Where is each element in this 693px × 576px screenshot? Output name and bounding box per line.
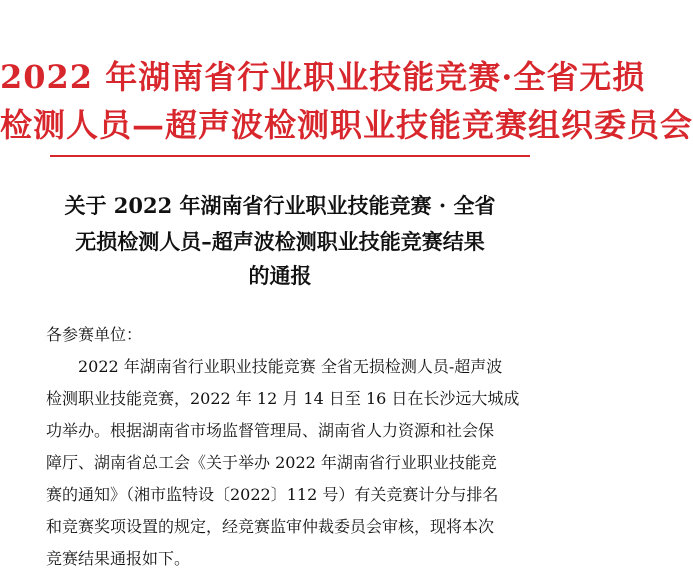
letterhead-line-1: 2022 年湖南省行业职业技能竞赛·全省无损 — [0, 58, 646, 96]
letterhead-line-2: 检测人员—超声波检测职业技能竞赛组织委员会 — [0, 106, 693, 144]
document-title-line-1: 关于 2022 年湖南省行业职业技能竞赛 · 全省 — [64, 193, 496, 218]
letterhead-divider — [50, 155, 530, 157]
document-title-line-3: 的通报 — [248, 263, 312, 288]
body-paragraph-line: 2022 年湖南省行业职业技能竞赛 全省无损检测人员-超声波 — [78, 357, 503, 376]
body-paragraph-line: 功举办。根据湖南省市场监督管理局、湖南省人力资源和社会保 — [46, 421, 495, 440]
body-paragraph-line: 和竞赛奖项设置的规定，经竞赛监审仲裁委员会审核，现将本次 — [46, 517, 495, 536]
body-paragraph-line: 障厅、湖南省总工会《关于举办 2022 年湖南省行业职业技能竞 — [46, 453, 497, 472]
body-paragraph-line: 检测职业技能竞赛，2022 年 12 月 14 日至 16 日在长沙远大城成 — [46, 389, 520, 408]
salutation: 各参赛单位： — [46, 325, 143, 344]
document-title-line-2: 无损检测人员–超声波检测职业技能竞赛结果 — [75, 229, 485, 254]
body-paragraph-line: 竞赛结果通报如下。 — [46, 549, 191, 568]
body-paragraph-line: 赛的通知》（湘市监特设〔2022〕112 号）有关竞赛计分与排名 — [46, 485, 499, 504]
